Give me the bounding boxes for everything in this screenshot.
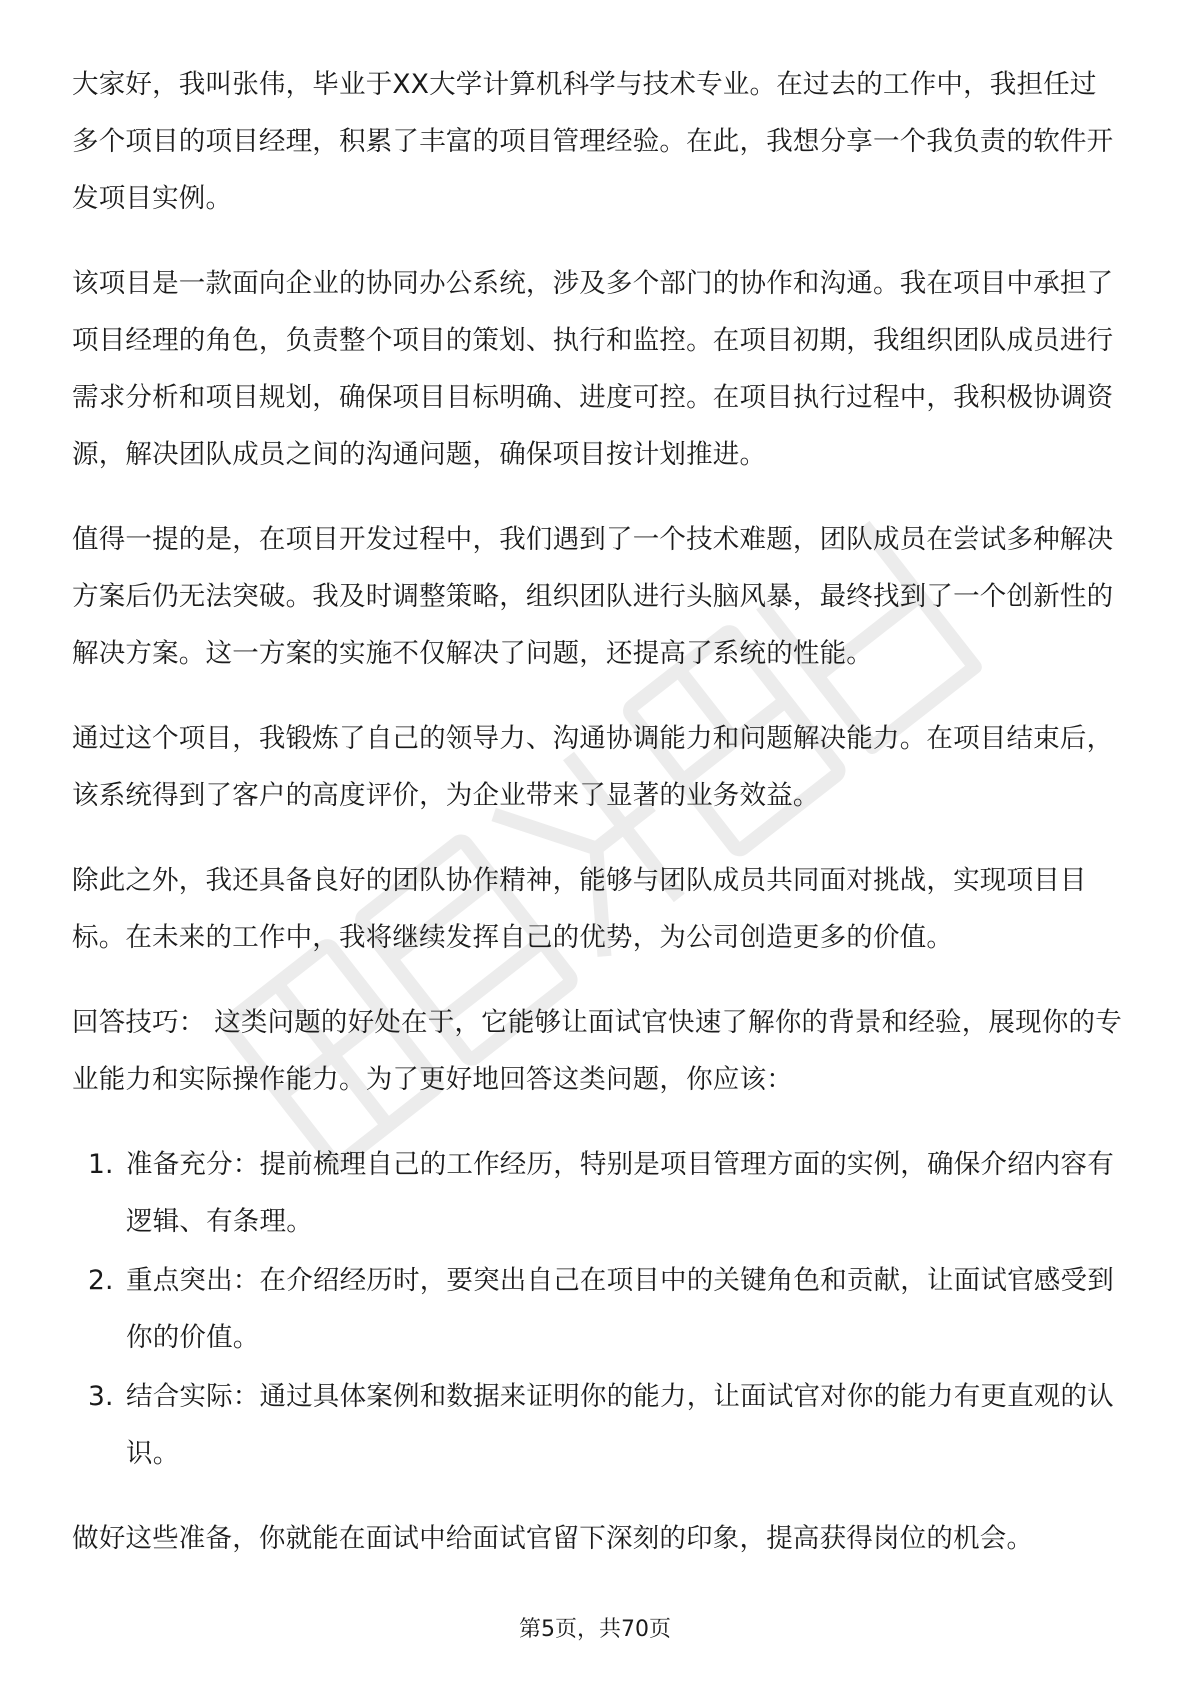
paragraph-intro: 大家好，我叫张伟，毕业于XX大学计算机科学与技术专业。在过去的工作中，我担任过多个项目的项目经理，积累了丰富的项目管理经验。在此，我想分享一个我负责的软件开发项目实例。 (72, 69, 1114, 214)
list-item-text: 重点突出：在介绍经历时，要突出自己在项目中的关键角色和贡献，让面试官感受到你的价值。 (126, 1265, 1114, 1353)
list-item (72, 1136, 1122, 1250)
page-number-footer: 第5页，共70页 (519, 1617, 671, 1642)
paragraph-answer-tips: 回答技巧： 这类问题的好处在于，它能够让面试官快速了解你的背景和经验，展现你的专业能力和实际操作能力。为了更好地回答这类问题，你应该： (72, 1007, 1122, 1095)
paragraph-project-overview: 该项目是一款面向企业的协同办公系统，涉及多个部门的协作和沟通。我在项目中承担了项目经理的角色，负责整个项目的策划、执行和监控。在项目初期，我组织团队成员进行需求分析和项目规划，确保项目目标明确、进度可控。在项目执行过程中，我积极协调资源，解决团队成员之间的沟通问题，确保项目按计划推进。 (72, 268, 1114, 470)
paragraph-technical-challenge: 值得一提的是，在项目开发过程中，我们遇到了一个技术难题，团队成员在尝试多种解决方案后仍无法突破。我及时调整策略，组织团队进行头脑风暴，最终找到了一个创新性的解决方案。这一方案的实施不仅解决了问题，还提高了系统的性能。 (72, 524, 1114, 669)
paragraph-skills-gained: 通过这个项目，我锻炼了自己的领导力、沟通协调能力和问题解决能力。在项目结束后，该系统得到了客户的高度评价，为企业带来了显著的业务效益。 (72, 723, 1114, 811)
list-item-number: 3. (88, 1381, 114, 1412)
list-item (72, 1368, 1122, 1482)
list-item-number: 2. (88, 1265, 114, 1296)
list-item-text: 准备充分：提前梳理自己的工作经历，特别是项目管理方面的实例，确保介绍内容有逻辑、有条理。 (126, 1149, 1114, 1237)
document-body (72, 56, 1122, 1595)
list-item-text: 结合实际：通过具体案例和数据来证明你的能力，让面试官对你的能力有更直观的认识。 (126, 1381, 1114, 1469)
paragraph-closing: 做好这些准备，你就能在面试中给面试官留下深刻的印象，提高获得岗位的机会。 (72, 1523, 1034, 1554)
paragraph-teamwork: 除此之外，我还具备良好的团队协作精神，能够与团队成员共同面对挑战，实现项目目标。在未来的工作中，我将继续发挥自己的优势，为公司创造更多的价值。 (72, 865, 1087, 953)
tips-list (72, 1136, 1122, 1482)
list-item-number: 1. (88, 1149, 114, 1180)
list-item (72, 1252, 1122, 1366)
